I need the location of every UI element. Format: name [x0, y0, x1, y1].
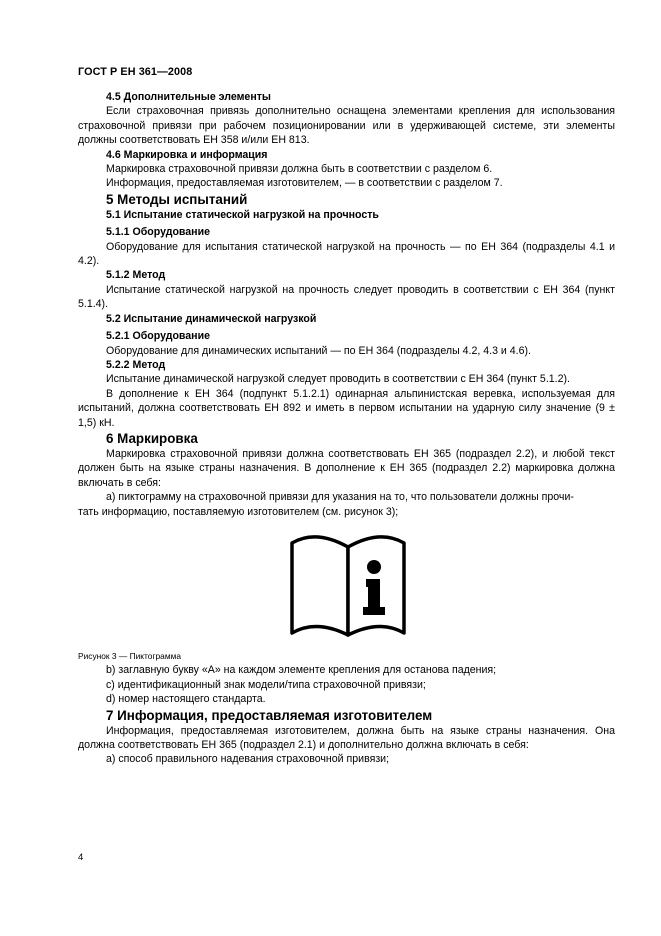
manual-book-info-icon: [286, 529, 410, 639]
section-7-title: 7 Информация, предоставляемая изготовителем: [106, 707, 433, 723]
section-5-2-2-text1: Испытание динамической нагрузкой следует проводить в соответствии с ЕН 364 (пункт 5.1.2).: [106, 373, 570, 386]
section-5-1-2-title: 5.1.2 Метод: [106, 269, 166, 282]
section-6-item-a-line2: тать информацию, поставляемую изготовителем (см. рисунок 3);: [78, 505, 399, 518]
section-6-intro: Маркировка страховочной привязи должна соответствовать ЕН 365 (подраздел 2.2), и любой текст должен быть на языке страны назначения. В дополнение к ЕН 365 (подраздел 2.2) маркировка должна включать в себя:: [78, 447, 615, 489]
section-5-2-1-title: 5.2.1 Оборудование: [106, 330, 210, 343]
section-6-item-b: b) заглавную букву «А» на каждом элементе крепления для останова падения;: [106, 664, 497, 677]
section-4-5-text: Если страховочная привязь дополнительно оснащена элементами крепления для использования страховочной привязи при рабочем позиционировании или в удерживающей системе, эти элементы должны соответствовать ЕН 358 и/или ЕН 813.: [78, 105, 615, 147]
section-5-1-1-text: Оборудование для испытания статической нагрузкой на прочность — по ЕН 364 (подразделы 4.1 и 4.2).: [78, 240, 615, 268]
section-5-1-1-title: 5.1.1 Оборудование: [106, 226, 210, 239]
section-4-6-line1: Маркировка страховочной привязи должна быть в соответствии с разделом 6.: [106, 163, 493, 176]
document-header: ГОСТ Р ЕН 361—2008: [78, 66, 193, 78]
page-number: 4: [78, 852, 84, 863]
section-6-title: 6 Маркировка: [106, 430, 198, 446]
section-7-intro: Информация, предоставляемая изготовителем, должна быть на языке страны назначения. Она должна соответствовать ЕН 365 (подраздел 2.1) и дополнительно должна включать в себя:: [78, 724, 615, 751]
section-7-item-a: а) способ правильного надевания страховочной привязи;: [106, 753, 390, 766]
section-6-item-a-line1: а) пиктограмму на страховочной привязи для указания на то, что пользователи должны прочи-: [106, 491, 574, 504]
section-5-1-title: 5.1 Испытание статической нагрузкой на прочность: [106, 208, 379, 221]
section-6-item-c: c) идентификационный знак модели/типа страховочной привязи;: [106, 678, 426, 691]
section-5-2-1-text: Оборудование для динамических испытаний — по ЕН 364 (подразделы 4.2, 4.3 и 4.6).: [106, 344, 531, 357]
section-5-2-2-text2: В дополнение к ЕН 364 (подпункт 5.1.2.1) одинарная альпинистская веревка, используемая для испытаний, должна соответствовать ЕН 892 и иметь в первом испытании на ударную силу значение (9 ± 1,5) кН.: [78, 387, 615, 429]
section-5-2-2-title: 5.2.2 Метод: [106, 358, 166, 371]
section-6-item-d: d) номер настоящего стандарта.: [106, 693, 266, 706]
section-5-1-2-text: Испытание статической нагрузкой на прочность следует проводить в соответствии с ЕН 364 (пункт 5.1.4).: [78, 283, 615, 311]
document-body: [78, 90, 615, 767]
section-4-6-line2: Информация, предоставляемая изготовителем, — в соответствии с разделом 7.: [106, 177, 503, 190]
section-4-6-title: 4.6 Маркировка и информация: [106, 148, 268, 161]
section-5-2-title: 5.2 Испытание динамической нагрузкой: [106, 312, 317, 325]
section-5-title: 5 Методы испытаний: [106, 191, 248, 207]
figure-3-caption: Рисунок 3 — Пиктограмма: [78, 650, 181, 661]
section-4-5-title: 4.5 Дополнительные элементы: [106, 91, 271, 103]
pictogram-figure: [78, 529, 615, 649]
